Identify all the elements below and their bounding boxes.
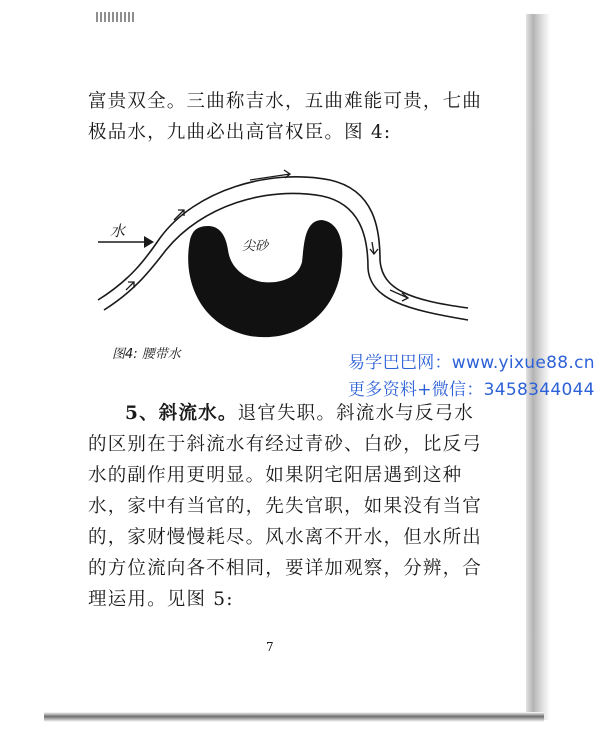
scan-smudge [96, 12, 136, 22]
watermark-line-1: 易学巴巴网：www.yixue88.cn [348, 353, 595, 373]
text-line: 的，家财慢慢耗尽。风水离不开水，但水所出 [88, 527, 483, 548]
page-number: 7 [266, 640, 274, 654]
section-heading: 5、斜流水。 [125, 403, 238, 424]
text-line: 极品水，九曲必出高官权臣。图 4: [88, 122, 392, 143]
crescent-sand-shape [188, 220, 342, 337]
text-line: 富贵双全。三曲称吉水，五曲难能可贵，七曲 [88, 91, 483, 112]
text-line: 水，家中有当官的，先失官职，如果没有当官 [88, 496, 483, 517]
label-sand: 尖砂 [242, 239, 269, 254]
figure-4-diagram [90, 150, 470, 380]
paragraph-1 [88, 86, 498, 148]
figure-caption: 图4: 腰带水 [112, 347, 181, 362]
text-line: 水的副作用更明显。如果阴宅阳居遇到这种 [88, 465, 463, 486]
scan-bottom-edge [44, 712, 544, 722]
label-water: 水 [110, 222, 126, 240]
text-line: 的区别在于斜流水有经过青砂、白砂，比反弓 [88, 434, 483, 455]
watermark-line-2: 更多资料+微信：3458344044 [348, 380, 595, 400]
text-line: 的方位流向各不相同，要详加观察，分辨，合 [88, 558, 483, 579]
paragraph-2 [88, 398, 498, 615]
text-line-rest: 退官失职。斜流水与反弓水 [237, 403, 474, 424]
text-line: 理运用。见图 5: [88, 589, 234, 610]
text-line-first [88, 398, 498, 429]
